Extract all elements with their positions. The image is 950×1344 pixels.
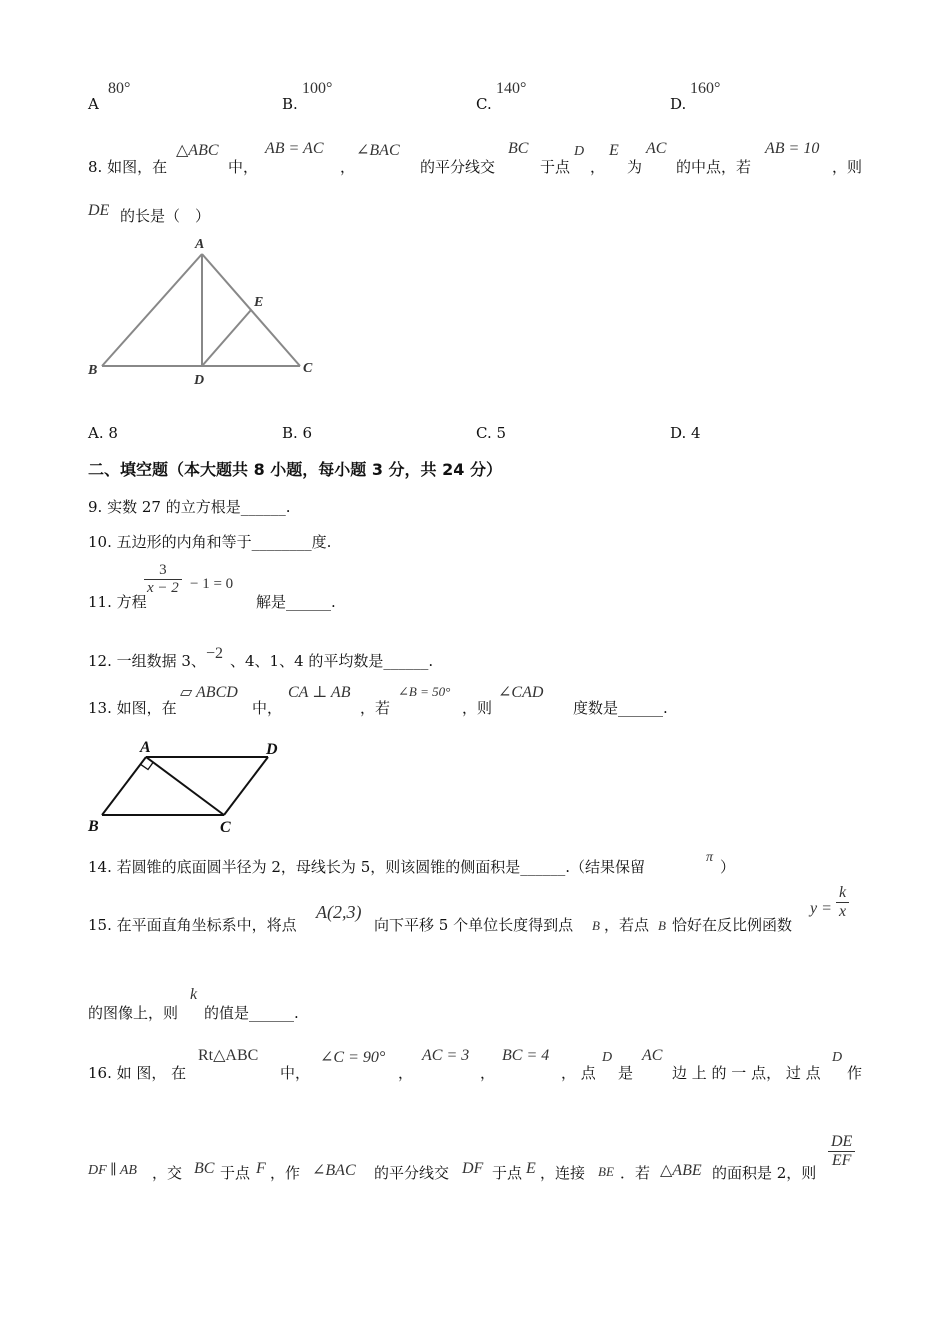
q16-ac: AC = 3	[422, 1047, 470, 1064]
q13-edge-ab	[102, 757, 146, 815]
q16-df2: DF	[462, 1160, 484, 1177]
section-heading: 二、填空题（本大题共 8 小题，每小题 3 分，共 24 分）	[88, 460, 502, 479]
q16-bc2: BC	[194, 1160, 215, 1177]
q12-prefix: 12. 一组数据 3、	[88, 652, 206, 670]
q16-d2: D	[832, 1050, 843, 1065]
q8-de: DE	[88, 202, 110, 219]
q16-prefix: 16. 如 图， 在	[88, 1064, 187, 1082]
q16-zhong: 中，	[280, 1064, 311, 1082]
q16-be: BE	[598, 1164, 614, 1179]
q16-frac-denominator: EF	[828, 1151, 855, 1170]
q7-option-d-label: D.	[670, 95, 687, 113]
q16-angle-bac: ∠BAC	[312, 1162, 356, 1179]
q8-zhong: 中，	[228, 158, 259, 176]
q15-fraction	[836, 884, 849, 921]
q13-perpendicular: CA ⊥ AB	[288, 684, 351, 701]
q15-x-denominator: x	[836, 902, 849, 921]
question-9: 9. 实数 27 的立方根是______.	[88, 498, 291, 516]
q11-post: 解是______.	[256, 593, 336, 611]
q8-yudian: 于点	[540, 158, 571, 176]
q8-ze: ，则	[832, 158, 863, 176]
q13-zhong: 中，	[252, 699, 283, 717]
q14-pi: π	[706, 850, 714, 865]
q7-option-c-value: 140°	[496, 80, 527, 97]
q8-eq1: AB = AC	[265, 140, 324, 157]
q8-prefix: 8. 如图，在	[88, 158, 168, 176]
q13-angle-b: ∠B = 50°	[398, 684, 451, 699]
q8-option-d: D. 4	[670, 424, 701, 442]
q13-angle-cad: ∠CAD	[498, 684, 544, 701]
q8-bc: BC	[508, 140, 529, 157]
q8-label-e: E	[254, 295, 264, 310]
q15-point-a: A(2,3)	[316, 902, 362, 922]
q8-option-a: A. 8	[88, 424, 118, 442]
q8-bisect: 的平分线交	[420, 158, 496, 176]
q8-triangle: △ABC	[176, 142, 219, 159]
q13-parallelogram: ▱ ABCD	[180, 684, 238, 701]
q16-comma2: ，	[480, 1064, 496, 1082]
q15-k-numerator: k	[839, 884, 847, 901]
q8-edge-ab	[102, 254, 202, 366]
q11-rest: − 1 = 0	[190, 576, 234, 592]
q16-comma1: ，	[398, 1064, 414, 1082]
q11-prefix: 11. 方程	[88, 593, 147, 611]
q16-l2b: 于点	[220, 1164, 251, 1182]
q13-diagonal-ac	[146, 757, 224, 815]
q15-k: k	[190, 986, 198, 1003]
q16-fraction	[828, 1133, 855, 1170]
q13-ruo: ，若	[360, 699, 391, 717]
q16-edge: 边 上 的 一 点， 过 点	[672, 1064, 821, 1082]
q8-label-d: D	[194, 373, 205, 388]
q16-rt-triangle: Rt△ABC	[198, 1047, 259, 1064]
q8-comma2: ，	[590, 158, 606, 176]
q8-midpoint: 的中点，若	[676, 158, 752, 176]
q13-post: 度数是______.	[573, 699, 668, 717]
q16-frac-numerator: DE	[831, 1133, 853, 1150]
q7-option-d-value: 160°	[690, 80, 721, 97]
q16-d1: D	[602, 1050, 613, 1065]
q15-prefix: 15. 在平面直角坐标系中，将点	[88, 916, 297, 934]
q16-e: E	[526, 1160, 536, 1177]
q15-line2: 的图像上，则	[88, 1004, 179, 1022]
q16-f: F	[256, 1160, 266, 1177]
q16-angle-c: ∠C = 90°	[320, 1049, 386, 1066]
q14-close: ）	[720, 858, 736, 876]
q16-shi: 是	[618, 1064, 634, 1082]
q15-b2: B	[658, 918, 666, 933]
q12-negative: −2	[206, 645, 224, 662]
q8-e: E	[609, 142, 619, 159]
q13-label-d: D	[266, 741, 278, 758]
q8-ac: AC	[646, 140, 667, 157]
q12-post: 、4、1、4 的平均数是______.	[230, 652, 434, 670]
q16-bc: BC = 4	[502, 1047, 550, 1064]
q8-triangle-figure	[80, 228, 330, 393]
q14-text: 14. 若圆锥的底面圆半径为 2，母线长为 5，则该圆锥的侧面积是______.（结果保留	[88, 858, 646, 876]
q8-wei: 为	[627, 158, 643, 176]
q16-l2c: ，作	[270, 1164, 301, 1182]
q7-option-b-label: B.	[282, 95, 298, 113]
q13-parallelogram-figure	[80, 732, 300, 840]
q15-mid2: ，若点	[604, 916, 650, 934]
q8-label-a: A	[195, 237, 205, 252]
q8-tail: 的长是（ ）	[120, 207, 211, 225]
q8-angle: ∠BAC	[356, 142, 400, 159]
q8-d: D	[574, 144, 585, 159]
q16-l2e: 于点	[492, 1164, 523, 1182]
question-10: 10. 五边形的内角和等于________度.	[88, 533, 332, 551]
q13-prefix: 13. 如图，在	[88, 699, 177, 717]
q8-option-c: C. 5	[476, 424, 507, 442]
q16-l2a: ，交	[152, 1164, 183, 1182]
q15-y-equals: y =	[810, 900, 832, 917]
q16-ac-seg: AC	[642, 1047, 663, 1064]
q16-triangle-abe: △ABE	[660, 1162, 702, 1179]
q8-label-b: B	[88, 363, 98, 378]
q8-segment-de	[202, 310, 251, 366]
q15-mid3: 恰好在反比例函数	[672, 916, 793, 934]
q16-dian: ， 点	[561, 1064, 596, 1082]
q16-l2d: 的平分线交	[374, 1164, 450, 1182]
q16-l2g: ．若	[620, 1164, 651, 1182]
q8-option-b: B. 6	[282, 424, 313, 442]
q13-label-a: A	[140, 739, 151, 756]
q7-option-b-value: 100°	[302, 80, 333, 97]
q15-b1: B	[592, 918, 600, 933]
q7-option-c-label: C.	[476, 95, 492, 113]
q15-post: 的值是______.	[204, 1004, 299, 1022]
q15-mid: 向下平移 5 个单位长度得到点	[374, 916, 574, 934]
q16-l2f: ，连接	[540, 1164, 586, 1182]
q13-edge-dc	[224, 757, 268, 815]
q11-numerator: 3	[159, 562, 167, 578]
q8-comma1: ，	[340, 158, 356, 176]
q11-denominator: x − 2	[144, 579, 182, 597]
q7-option-a-label: A	[88, 95, 99, 113]
q13-ze: ，则	[462, 699, 493, 717]
q13-label-c: C	[220, 819, 231, 836]
q13-label-b: B	[88, 818, 99, 835]
q16-zuo: 作	[847, 1064, 863, 1082]
q16-df-parallel: DF ∥ AB	[88, 1163, 137, 1178]
q8-eq2: AB = 10	[765, 140, 820, 157]
q16-l2h: 的面积是 2，则	[712, 1164, 817, 1182]
q11-fraction	[144, 562, 182, 597]
q7-option-a-value: 80°	[108, 80, 131, 97]
q8-label-c: C	[303, 361, 313, 376]
